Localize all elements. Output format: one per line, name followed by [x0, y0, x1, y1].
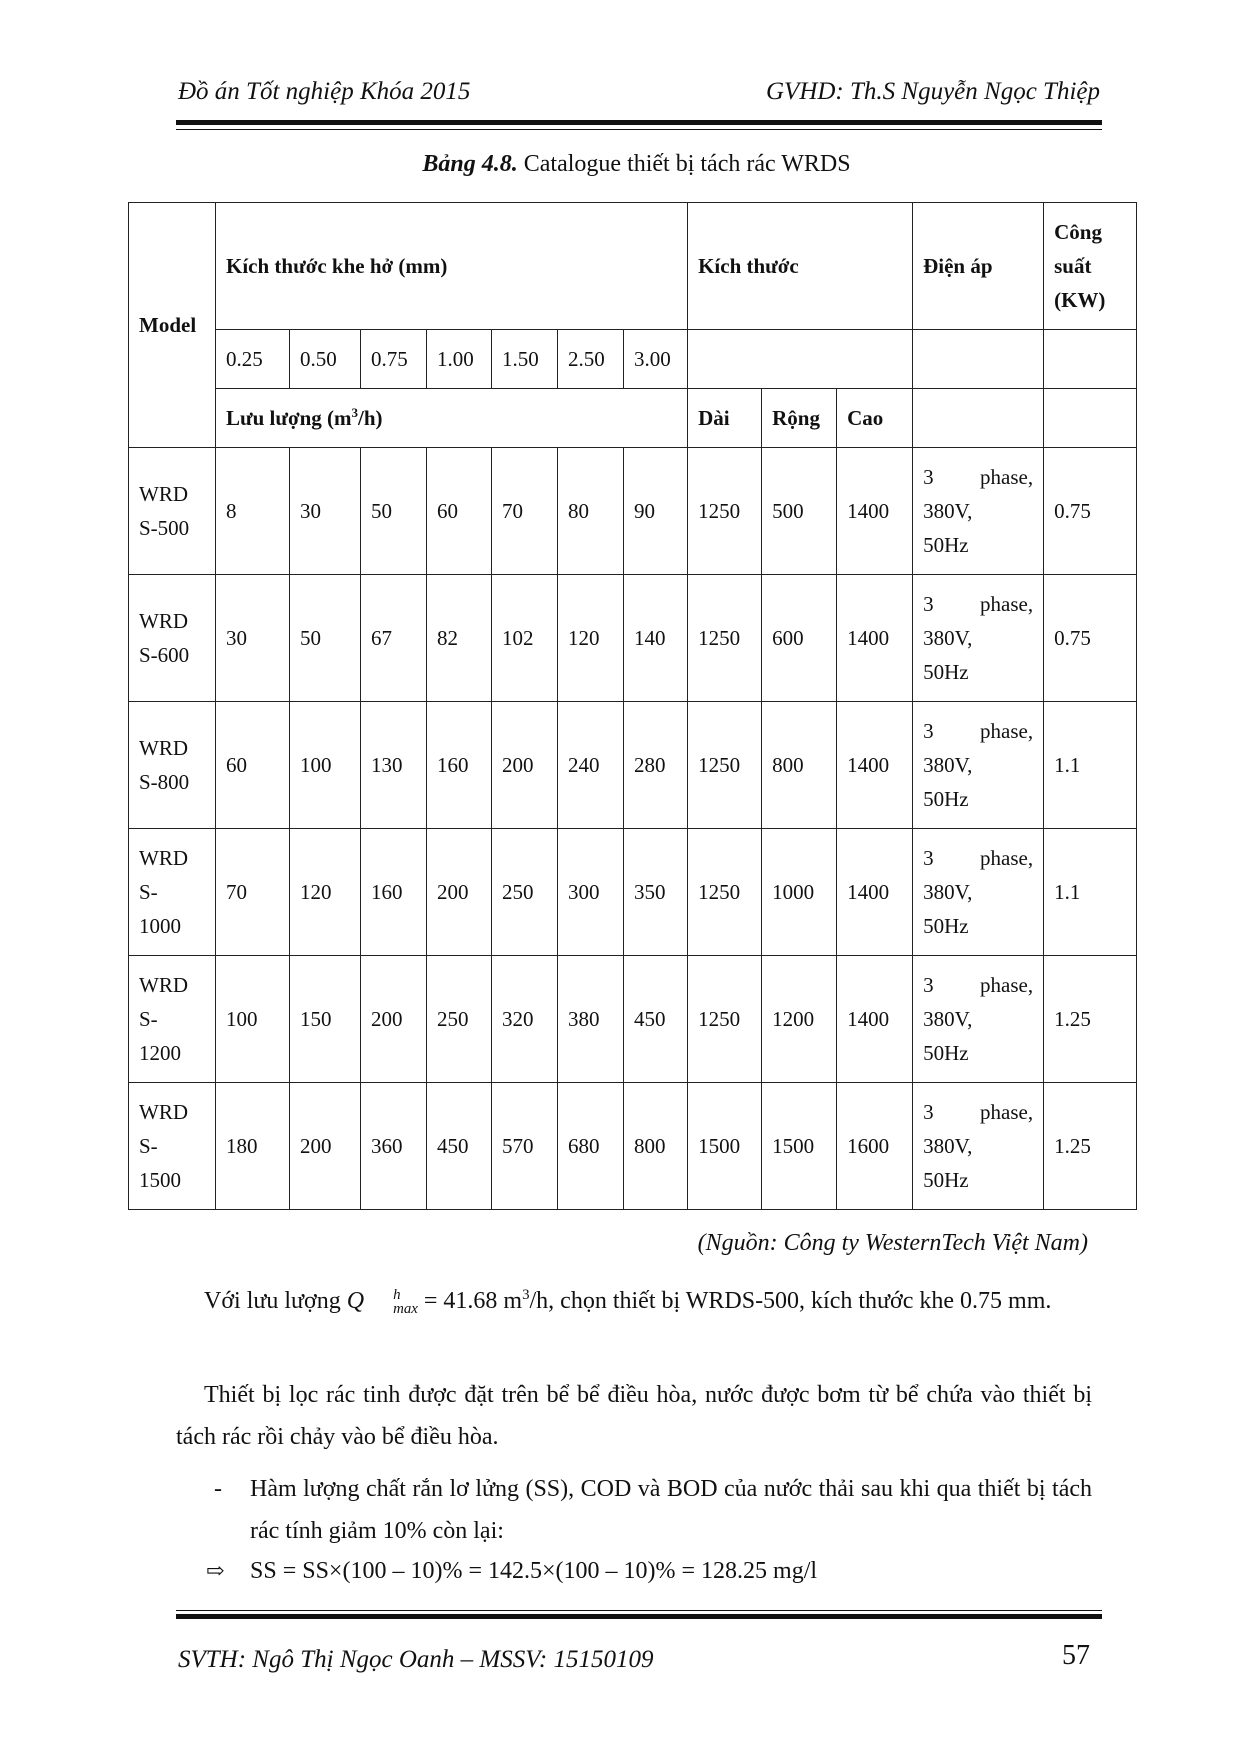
voltage-cell	[913, 829, 1044, 956]
dimension-cell: 1250	[688, 829, 762, 956]
voltage-cell	[913, 702, 1044, 829]
q-symbol: Q	[346, 1288, 365, 1314]
power-cell: 1.25	[1044, 1083, 1137, 1210]
header-course: Đồ án Tốt nghiệp Khóa 2015	[178, 78, 471, 105]
flow-cell: 350	[624, 829, 688, 956]
flow-cell: 90	[624, 448, 688, 575]
voltage-phase-count: 3	[923, 846, 934, 870]
dimension-cell: 1250	[688, 575, 762, 702]
voltage-phase-count: 3	[923, 719, 934, 743]
dimension-cell: 1400	[837, 448, 913, 575]
bullet-item	[176, 1468, 1092, 1552]
model-line: S-800	[139, 770, 190, 794]
voltage-line: 380V,	[923, 626, 973, 650]
paragraph-flow-selection	[176, 1280, 1092, 1322]
dimension-cell: 1500	[762, 1083, 837, 1210]
q-sub: max	[393, 1301, 418, 1318]
dim-height-header: Cao	[837, 389, 913, 448]
flow-cell: 360	[361, 1083, 427, 1210]
voltage-phase-label: phase,	[980, 592, 1034, 616]
voltage-line: 50Hz	[923, 787, 969, 811]
power-header-line: suất	[1054, 254, 1092, 278]
model-line: S-500	[139, 516, 190, 540]
voltage-line: 380V,	[923, 1007, 973, 1031]
voltage-line	[923, 968, 1033, 1002]
flow-cell: 200	[427, 829, 492, 956]
flow-cell: 120	[290, 829, 361, 956]
voltage-line: 50Hz	[923, 1041, 969, 1065]
voltage-line	[923, 587, 1033, 621]
voltage-line: 50Hz	[923, 533, 969, 557]
flow-cell: 160	[361, 829, 427, 956]
voltage-line: 50Hz	[923, 660, 969, 684]
dimension-cell: 1400	[837, 956, 913, 1083]
dimension-cell: 600	[762, 575, 837, 702]
flow-cell: 250	[427, 956, 492, 1083]
model-line: WRD	[139, 973, 188, 997]
footer-rule-thick	[176, 1614, 1102, 1619]
empty-cell	[913, 330, 1044, 389]
flow-cell: 120	[558, 575, 624, 702]
flow-cell: 240	[558, 702, 624, 829]
voltage-line: 380V,	[923, 1134, 973, 1158]
flow-cell: 67	[361, 575, 427, 702]
dim-length-header: Dài	[688, 389, 762, 448]
flow-label: Lưu lượng (m	[226, 406, 352, 430]
voltage-phase-count: 3	[923, 1100, 934, 1124]
power-header-line: Công	[1054, 220, 1102, 244]
header-rule-thick	[176, 120, 1102, 125]
flow-cell: 30	[216, 575, 290, 702]
flow-cell: 50	[361, 448, 427, 575]
flow-label-tail: /h)	[358, 406, 383, 430]
model-line: S-	[139, 880, 158, 904]
voltage-cell	[913, 448, 1044, 575]
dim-width-header: Rộng	[762, 389, 837, 448]
formula-item	[176, 1550, 1092, 1592]
voltage-cell	[913, 575, 1044, 702]
model-line: WRD	[139, 846, 188, 870]
flow-cell: 160	[427, 702, 492, 829]
empty-cell	[688, 330, 913, 389]
table-row	[129, 1083, 1137, 1210]
flow-cell: 50	[290, 575, 361, 702]
flow-cell: 680	[558, 1083, 624, 1210]
flow-cell: 30	[290, 448, 361, 575]
flow-cell: 100	[216, 956, 290, 1083]
table-row	[129, 448, 1137, 575]
bullet-text: Hàm lượng chất rắn lơ lửng (SS), COD và BOD của nước thải sau khi qua thiết bị tách rác tính giảm 10% còn lại:	[250, 1476, 1092, 1544]
voltage-cell	[913, 956, 1044, 1083]
voltage-header: Điện áp	[913, 203, 1044, 330]
gap-value: 3.00	[624, 330, 688, 389]
q-sup: h	[393, 1286, 401, 1303]
voltage-line	[923, 460, 1033, 494]
flow-cell: 180	[216, 1083, 290, 1210]
power-cell: 1.1	[1044, 702, 1137, 829]
model-cell	[129, 575, 216, 702]
dimension-cell: 1250	[688, 956, 762, 1083]
flow-unit-sup: 3	[351, 405, 359, 420]
caption-title: Catalogue thiết bị tách rác WRDS	[523, 151, 851, 177]
footer-student: SVTH: Ngô Thị Ngọc Oanh – MSSV: 15150109	[178, 1646, 654, 1673]
voltage-line	[923, 714, 1033, 748]
voltage-phase-label: phase,	[980, 846, 1034, 870]
model-cell	[129, 702, 216, 829]
power-cell: 1.1	[1044, 829, 1137, 956]
empty-cell	[1044, 330, 1137, 389]
flow-cell: 250	[492, 829, 558, 956]
dimension-cell: 1250	[688, 448, 762, 575]
p1-post: /h, chọn thiết bị WRDS-500, kích thước khe 0.75 mm.	[529, 1288, 1052, 1314]
dimension-cell: 1400	[837, 829, 913, 956]
model-cell	[129, 956, 216, 1083]
footer-rule-thin	[176, 1610, 1102, 1611]
gap-value: 1.50	[492, 330, 558, 389]
voltage-phase-count: 3	[923, 973, 934, 997]
dimension-cell: 1500	[688, 1083, 762, 1210]
table-row	[129, 956, 1137, 1083]
flow-cell: 200	[492, 702, 558, 829]
dimension-cell: 1000	[762, 829, 837, 956]
dimension-cell: 1400	[837, 702, 913, 829]
flow-cell: 200	[290, 1083, 361, 1210]
flow-cell: 380	[558, 956, 624, 1083]
flow-cell: 570	[492, 1083, 558, 1210]
power-cell: 0.75	[1044, 575, 1137, 702]
dimension-cell: 500	[762, 448, 837, 575]
q-indices	[365, 1288, 418, 1318]
header-rule-thin	[176, 129, 1102, 130]
paragraph-placement: Thiết bị lọc rác tinh được đặt trên bể bể điều hòa, nước được bơm từ bể chứa vào thiết bị tách rác rồi chảy vào bể điều hòa.	[176, 1382, 1092, 1450]
catalogue-table	[128, 202, 1137, 1210]
model-line: 1500	[139, 1168, 181, 1192]
flow-cell: 102	[492, 575, 558, 702]
flow-cell: 280	[624, 702, 688, 829]
power-header	[1044, 203, 1137, 330]
flow-cell: 140	[624, 575, 688, 702]
dimension-cell: 1400	[837, 575, 913, 702]
table-row	[129, 829, 1137, 956]
power-cell: 1.25	[1044, 956, 1137, 1083]
flow-cell: 8	[216, 448, 290, 575]
gap-value: 2.50	[558, 330, 624, 389]
model-cell	[129, 829, 216, 956]
table-caption	[128, 151, 1145, 178]
model-line: WRD	[139, 736, 188, 760]
flow-cell: 800	[624, 1083, 688, 1210]
voltage-line	[923, 841, 1033, 875]
p1-value: = 41.68 m	[417, 1288, 523, 1314]
empty-cell	[1044, 389, 1137, 448]
flow-cell: 80	[558, 448, 624, 575]
model-cell	[129, 448, 216, 575]
page-header	[178, 78, 1100, 114]
flow-cell: 82	[427, 575, 492, 702]
flow-cell: 450	[427, 1083, 492, 1210]
voltage-phase-label: phase,	[980, 1100, 1034, 1124]
voltage-phase-label: phase,	[980, 719, 1034, 743]
model-line: S-600	[139, 643, 190, 667]
flow-cell: 60	[427, 448, 492, 575]
voltage-phase-label: phase,	[980, 465, 1034, 489]
flow-cell: 450	[624, 956, 688, 1083]
voltage-phase-count: 3	[923, 465, 934, 489]
empty-cell	[913, 389, 1044, 448]
model-cell	[129, 1083, 216, 1210]
voltage-line: 380V,	[923, 880, 973, 904]
dimension-cell: 1250	[688, 702, 762, 829]
model-line: WRD	[139, 609, 188, 633]
voltage-line	[923, 1095, 1033, 1129]
p1-unit-sup: 3	[522, 1287, 530, 1303]
flow-cell: 70	[492, 448, 558, 575]
table-body	[129, 448, 1137, 1210]
gap-value: 0.50	[290, 330, 361, 389]
dimension-cell: 1600	[837, 1083, 913, 1210]
voltage-line: 380V,	[923, 499, 973, 523]
model-line: S-	[139, 1134, 158, 1158]
model-line: S-	[139, 1007, 158, 1031]
voltage-line: 50Hz	[923, 914, 969, 938]
page-number: 57	[1062, 1640, 1090, 1671]
model-line: WRD	[139, 482, 188, 506]
model-line: 1200	[139, 1041, 181, 1065]
gap-value: 1.00	[427, 330, 492, 389]
voltage-phase-count: 3	[923, 592, 934, 616]
voltage-line: 50Hz	[923, 1168, 969, 1192]
header-advisor: GVHD: Th.S Nguyễn Ngọc Thiệp	[766, 78, 1100, 105]
model-line: WRD	[139, 1100, 188, 1124]
flow-cell: 300	[558, 829, 624, 956]
table-row	[129, 702, 1137, 829]
flow-cell: 130	[361, 702, 427, 829]
size-header: Kích thước	[688, 203, 913, 330]
flow-cell: 100	[290, 702, 361, 829]
power-header-line: (KW)	[1054, 288, 1106, 312]
table-row	[129, 575, 1137, 702]
caption-number: Bảng 4.8.	[422, 151, 518, 177]
voltage-cell	[913, 1083, 1044, 1210]
power-cell: 0.75	[1044, 448, 1137, 575]
arrow-icon: ⇨	[206, 1558, 225, 1583]
dimension-cell: 800	[762, 702, 837, 829]
dimension-cell: 1200	[762, 956, 837, 1083]
p1-pre: Với lưu lượng	[204, 1288, 347, 1314]
model-header: Model	[129, 203, 216, 448]
model-line: 1000	[139, 914, 181, 938]
voltage-phase-label: phase,	[980, 973, 1034, 997]
gap-value: 0.75	[361, 330, 427, 389]
table-source: (Nguồn: Công ty WesternTech Việt Nam)	[697, 1230, 1088, 1256]
flow-cell: 200	[361, 956, 427, 1083]
flow-cell: 320	[492, 956, 558, 1083]
flow-cell: 70	[216, 829, 290, 956]
voltage-line: 380V,	[923, 753, 973, 777]
gap-header: Kích thước khe hở (mm)	[216, 203, 688, 330]
flow-cell: 60	[216, 702, 290, 829]
gap-value: 0.25	[216, 330, 290, 389]
dash-marker: -	[214, 1476, 222, 1502]
flow-cell: 150	[290, 956, 361, 1083]
flow-header	[216, 389, 688, 448]
formula-text: SS = SS×(100 – 10)% = 142.5×(100 – 10)% = 128.25 mg/l	[250, 1558, 818, 1584]
